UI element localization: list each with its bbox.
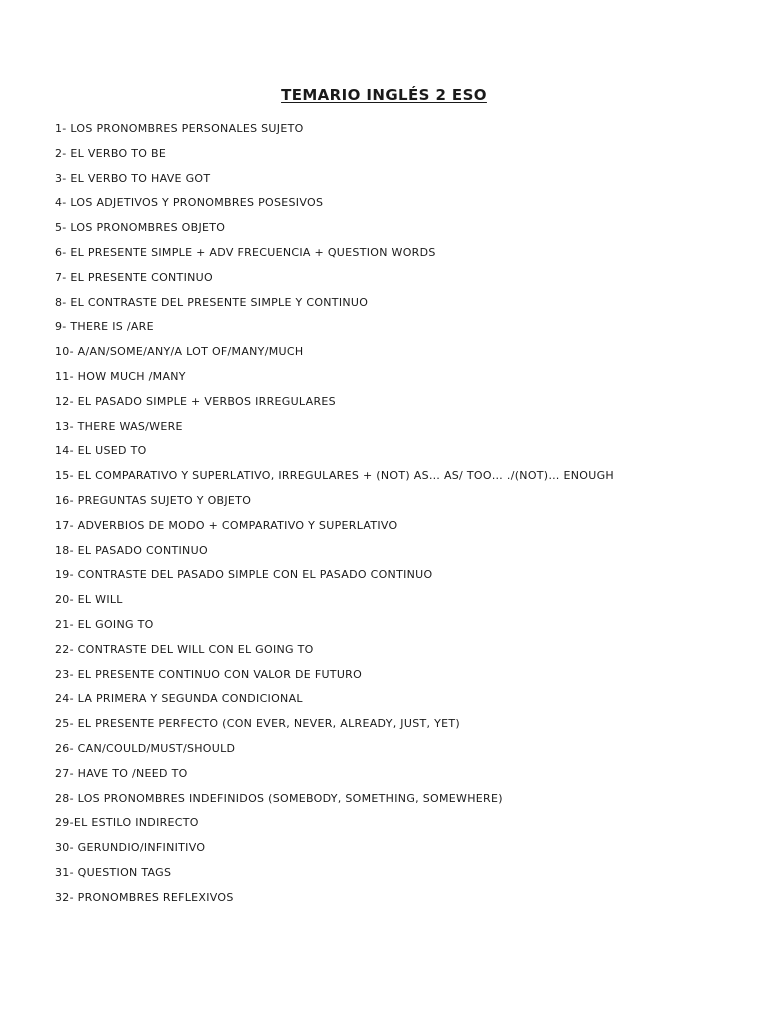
topic-item: 5- LOS PRONOMBRES OBJETO (55, 221, 226, 235)
topic-item: 24- LA PRIMERA Y SEGUNDA CONDICIONAL (55, 692, 303, 706)
topic-item: 6- EL PRESENTE SIMPLE + ADV FRECUENCIA + QUESTION WORDS (55, 245, 436, 259)
topic-item: 32- PRONOMBRES REFLEXIVOS (55, 890, 234, 904)
topic-item: 16- PREGUNTAS SUJETO Y OBJETO (55, 493, 252, 507)
topic-item: 30- GERUNDIO/INFINITIVO (55, 841, 206, 855)
topic-item: 22- CONTRASTE DEL WILL CON EL GOING TO (55, 642, 314, 656)
topic-item: 9- THERE IS /ARE (55, 320, 154, 334)
topic-item: 31- QUESTION TAGS (55, 865, 172, 879)
topic-item: 28- LOS PRONOMBRES INDEFINIDOS (SOMEBODY, SOMETHING, SOMEWHERE) (55, 791, 503, 805)
topic-item: 7- EL PRESENTE CONTINUO (55, 270, 213, 284)
topic-item: 11- HOW MUCH /MANY (55, 369, 186, 383)
topic-item: 23- EL PRESENTE CONTINUO CON VALOR DE FUTURO (55, 667, 363, 681)
topic-item: 26- CAN/COULD/MUST/SHOULD (55, 741, 236, 755)
topic-item: 17- ADVERBIOS DE MODO + COMPARATIVO Y SUPERLATIVO (55, 518, 398, 532)
topic-item: 20- EL WILL (55, 593, 123, 607)
topic-item: 2- EL VERBO TO BE (55, 146, 167, 160)
topic-item: 29-EL ESTILO INDIRECTO (55, 816, 199, 830)
topic-item: 4- LOS ADJETIVOS Y PRONOMBRES POSESIVOS (55, 196, 324, 210)
topic-item: 18- EL PASADO CONTINUO (55, 543, 208, 557)
topic-item: 25- EL PRESENTE PERFECTO (CON EVER, NEVER, ALREADY, JUST, YET) (55, 717, 460, 731)
topic-item: 12- EL PASADO SIMPLE + VERBOS IRREGULARES (55, 394, 336, 408)
topic-item: 19- CONTRASTE DEL PASADO SIMPLE CON EL PASADO CONTINUO (55, 568, 433, 582)
topic-item: 15- EL COMPARATIVO Y SUPERLATIVO, IRREGULARES + (NOT) AS… AS/ TOO… ./(NOT)… ENOUGH (55, 469, 614, 483)
topic-item: 14- EL USED TO (55, 444, 147, 458)
topic-item: 27- HAVE TO /NEED TO (55, 766, 188, 780)
topic-item: 1- LOS PRONOMBRES PERSONALES SUJETO (55, 122, 304, 135)
topic-item: 8- EL CONTRASTE DEL PRESENTE SIMPLE Y CONTINUO (55, 295, 369, 309)
topic-list (55, 119, 745, 913)
topic-item: 13- THERE WAS/WERE (55, 419, 183, 433)
topic-item: 10- A/AN/SOME/ANY/A LOT OF/MANY/MUCH (55, 345, 304, 359)
topic-item: 21- EL GOING TO (55, 617, 154, 631)
document-title: TEMARIO INGLÉS 2 ESO (281, 86, 487, 104)
topic-item: 3- EL VERBO TO HAVE GOT (55, 171, 211, 185)
